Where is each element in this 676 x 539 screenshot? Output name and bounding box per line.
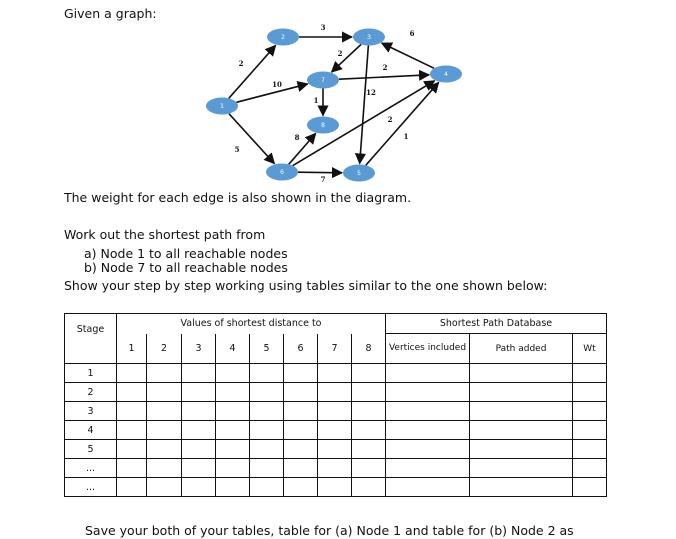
node-column-header: 1 [117, 334, 147, 364]
empty-cell [182, 383, 216, 402]
empty-cell [284, 440, 318, 459]
empty-cell [147, 364, 182, 383]
edge-weight-label: 8 [294, 133, 300, 142]
path-header: Path added [470, 334, 573, 364]
edge-weight-label: 2 [387, 115, 393, 124]
empty-cell [352, 459, 386, 478]
empty-cell [182, 478, 216, 497]
table-row [65, 421, 607, 440]
empty-cell [182, 364, 216, 383]
empty-cell [284, 459, 318, 478]
empty-cell [573, 459, 607, 478]
empty-cell [216, 383, 250, 402]
empty-cell [386, 459, 470, 478]
node-column-header: 4 [216, 334, 250, 364]
empty-cell [386, 364, 470, 383]
empty-cell [182, 459, 216, 478]
node-label: 6 [280, 169, 284, 176]
edge-weight-label: 2 [337, 49, 343, 58]
empty-cell [250, 459, 284, 478]
weight-note: The weight for each edge is also shown in the diagram. [64, 190, 412, 205]
empty-cell [573, 402, 607, 421]
empty-cell [318, 459, 352, 478]
empty-cell [318, 402, 352, 421]
empty-cell [386, 440, 470, 459]
empty-cell [352, 421, 386, 440]
stage-cell: ... [65, 459, 117, 478]
empty-cell [117, 383, 147, 402]
empty-cell [470, 459, 573, 478]
empty-cell [216, 364, 250, 383]
stage-cell: 3 [65, 402, 117, 421]
empty-cell [386, 478, 470, 497]
task-title: Work out the shortest path from [64, 227, 266, 242]
edge-weight-label: 2 [238, 59, 244, 68]
stage-cell: ... [65, 478, 117, 497]
db-header: Shortest Path Database [386, 314, 607, 334]
table-row [65, 478, 607, 497]
stage-cell: 2 [65, 383, 117, 402]
empty-cell [117, 402, 147, 421]
table-row [65, 364, 607, 383]
empty-cell [182, 440, 216, 459]
node-label: 3 [367, 34, 371, 41]
empty-cell [284, 421, 318, 440]
task-a: a) Node 1 to all reachable nodes [84, 246, 288, 261]
task-b: b) Node 7 to all reachable nodes [84, 260, 288, 275]
table-row [65, 402, 607, 421]
empty-cell [216, 459, 250, 478]
empty-cell [250, 478, 284, 497]
edge-7-4 [339, 75, 429, 79]
empty-cell [573, 478, 607, 497]
empty-cell [386, 421, 470, 440]
empty-cell [352, 402, 386, 421]
edge-weight-label: 10 [272, 80, 282, 89]
edge-weight-label: 7 [320, 175, 326, 184]
edge-6-5 [298, 172, 342, 173]
empty-cell [352, 383, 386, 402]
empty-cell [470, 364, 573, 383]
empty-cell [573, 364, 607, 383]
edge-5-4 [366, 82, 439, 165]
table-row [65, 440, 607, 459]
edge-weight-label: 12 [366, 88, 376, 97]
empty-cell [318, 383, 352, 402]
edge-weight-label: 3 [320, 23, 326, 32]
empty-cell [147, 421, 182, 440]
edge-weight-label: 1 [403, 132, 409, 141]
edge-1-6 [229, 114, 274, 164]
edge-1-2 [229, 45, 276, 98]
node-column-header: 3 [182, 334, 216, 364]
node-label: 7 [321, 77, 325, 84]
node-column-header: 5 [250, 334, 284, 364]
intro-text: Given a graph: [64, 6, 157, 21]
edge-weight-label: 2 [382, 63, 388, 72]
edge-3-5 [360, 45, 369, 163]
empty-cell [250, 364, 284, 383]
empty-cell [250, 421, 284, 440]
empty-cell [216, 402, 250, 421]
shortest-path-table [64, 313, 607, 497]
empty-cell [318, 364, 352, 383]
empty-cell [182, 421, 216, 440]
node-column-header: 6 [284, 334, 318, 364]
empty-cell [470, 421, 573, 440]
edge-3-7 [332, 44, 361, 72]
node-label: 4 [444, 71, 448, 78]
empty-cell [147, 459, 182, 478]
empty-cell [216, 421, 250, 440]
empty-cell [117, 459, 147, 478]
empty-cell [250, 440, 284, 459]
stage-cell: 1 [65, 364, 117, 383]
empty-cell [216, 478, 250, 497]
empty-cell [147, 402, 182, 421]
vertices-header: Vertices included [386, 334, 470, 364]
empty-cell [386, 402, 470, 421]
edge-weight-label: 1 [313, 96, 319, 105]
empty-cell [573, 421, 607, 440]
empty-cell [352, 364, 386, 383]
empty-cell [250, 383, 284, 402]
empty-cell [284, 364, 318, 383]
empty-cell [470, 402, 573, 421]
empty-cell [470, 440, 573, 459]
node-label: 8 [321, 122, 325, 129]
empty-cell [284, 478, 318, 497]
footer-text: Save your both of your tables, table for (a) Node 1 and table for (b) Node 2 as [85, 523, 574, 538]
empty-cell [216, 440, 250, 459]
node-label: 2 [281, 34, 285, 41]
values-header: Values of shortest distance to [117, 314, 386, 334]
empty-cell [117, 440, 147, 459]
empty-cell [147, 383, 182, 402]
wt-header: Wt [573, 334, 607, 364]
stage-header: Stage [65, 314, 117, 364]
empty-cell [470, 478, 573, 497]
edge-4-3 [382, 43, 434, 68]
empty-cell [147, 440, 182, 459]
empty-cell [284, 402, 318, 421]
empty-cell [147, 478, 182, 497]
edge-weight-label: 6 [409, 29, 415, 38]
node-label: 1 [220, 103, 224, 110]
empty-cell [352, 478, 386, 497]
empty-cell [318, 478, 352, 497]
empty-cell [117, 364, 147, 383]
graph-diagram [0, 0, 676, 205]
empty-cell [318, 421, 352, 440]
table-row [65, 383, 607, 402]
empty-cell [470, 383, 573, 402]
empty-cell [318, 440, 352, 459]
empty-cell [573, 383, 607, 402]
stage-cell: 5 [65, 440, 117, 459]
empty-cell [182, 402, 216, 421]
empty-cell [250, 402, 284, 421]
node-column-header: 7 [318, 334, 352, 364]
table-row [65, 459, 607, 478]
empty-cell [386, 383, 470, 402]
empty-cell [284, 383, 318, 402]
node-column-header: 2 [147, 334, 182, 364]
empty-cell [117, 421, 147, 440]
empty-cell [352, 440, 386, 459]
instruction-text: Show your step by step working using tables similar to the one shown below: [64, 278, 548, 293]
edge-weight-label: 5 [234, 145, 240, 154]
empty-cell [573, 440, 607, 459]
stage-cell: 4 [65, 421, 117, 440]
node-column-header: 8 [352, 334, 386, 364]
empty-cell [117, 478, 147, 497]
node-label: 5 [357, 170, 361, 177]
